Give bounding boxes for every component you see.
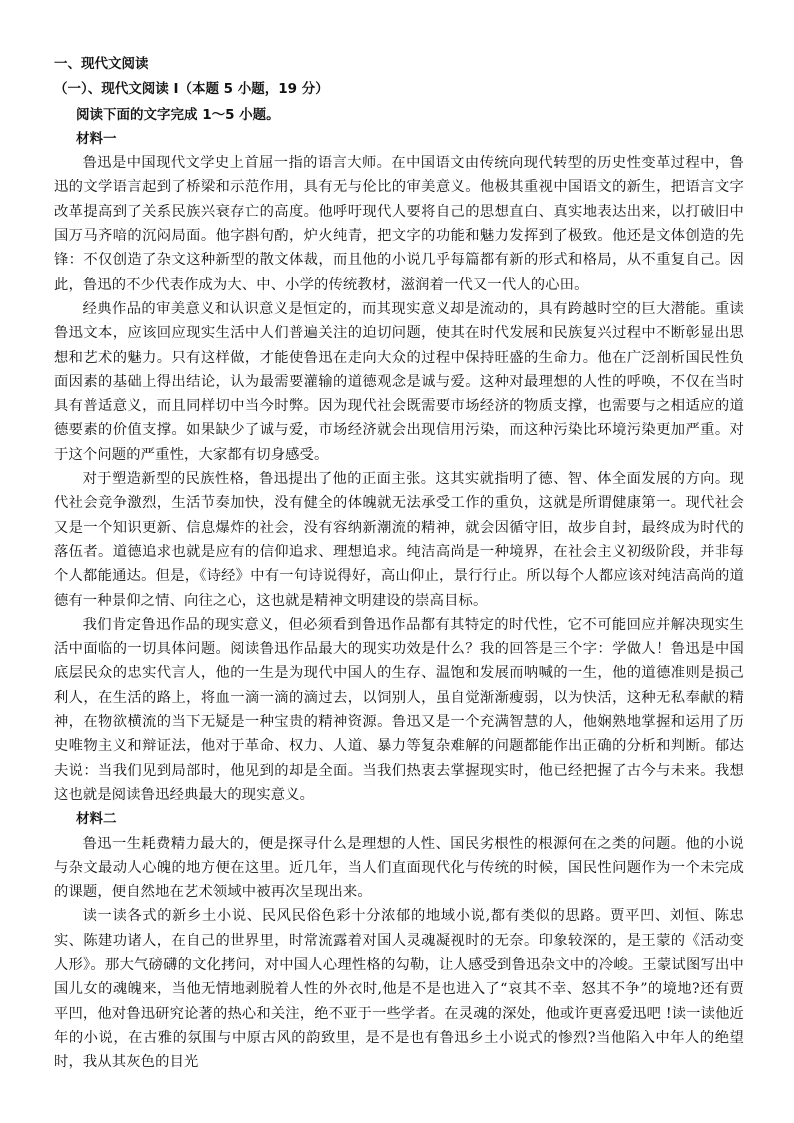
material-2-paragraph-2: 读一读各式的新乡土小说、民风民俗色彩十分浓郁的地域小说,都有类似的思路。贾平凹、刘恒、陈忠实、陈建功诸人，在自己的世界里，时常流露着对国人灵魂凝视时的无奈。印象较深的，是王蒙的《活动变人形》。那大气磅礴的文化拷问，对中国人心理性格的勾勒，让人感受到鲁迅杂文中的冷峻。王蒙试图写出中国儿女的魂魄来，当他无情地剥脱着人性的外衣时,他是不是也进入了“哀其不幸、怒其不争”的境地?还有贾平凹，他对鲁迅研究论著的热心和关注，绝不亚于一些学者。在灵魂的深处，他或许更喜爱迅吧 !读一读他近年的小说，在古雅的氛围与中原古风的韵致里，是不是也有鲁迅乡土小说式的惨烈?当他陷入中年人的绝望时，我从其灰色的目光: [54, 908, 744, 1071]
material-2-paragraph-1: 鲁迅一生耗费精力最大的，便是探寻什么是理想的人性、国民劣根性的根源何在之类的问题。他的小说与杂文最动人心魄的地方便在这里。近几年，当人们直面现代化与传统的时候，国民性问题作为一个未完成的课题，便自然地在艺术领域中被再次呈现出来。: [54, 835, 744, 901]
material-1-label: 材料一: [76, 130, 117, 147]
material-2-label: 材料二: [76, 811, 117, 828]
section-title: 一、现代文阅读: [54, 56, 149, 72]
material-1-paragraph-3: 对于塑造新型的民族性格，鲁迅提出了他的正面主张。这其实就指明了德、智、体全面发展的方向。现代社会竞争激烈，生活节奏加快，没有健全的体魄就无法承受工作的重负，这就是所谓健康第一。现代社会又是一个知识更新、信息爆炸的社会，没有容纳新潮流的精神，就会因循守旧，故步自封，最终成为时代的落伍者。道德追求也就是应有的信仰追求、理想追求。纯洁高尚是一种境界，在社会主义初级阶段，并非每个人都能通达。但是，《诗经》中有一句诗说得好，高山仰止，景行行止。所以每个人都应该对纯洁高尚的道德有一种景仰之情、向往之心，这也就是精神文明建设的崇高目标。: [54, 471, 744, 609]
material-1-paragraph-1: 鲁迅是中国现代文学史上首屈一指的语言大师。在中国语文由传统向现代转型的历史性变革过程中，鲁迅的文学语言起到了桥梁和示范作用，具有无与伦比的审美意义。他极其重视中国语文的新生，把语言文字改革提高到了关系民族兴衰存亡的高度。他呼吁现代人要将自己的思想直白、真实地表达出来，以打破旧中国万马齐喑的沉闷局面。他字斟句酌，炉火纯青，把文字的功能和魅力发挥到了极致。他还是文体创造的先锋：不仅创造了杂文这种新型的散文体裁，而且他的小说几乎每篇都有新的形式和格局，从不重复自己。因此，鲁迅的不少代表作成为大、中、小学的传统教材，滋润着一代又一代人的心田。: [54, 155, 744, 293]
material-1-paragraph-2: 经典作品的审美意义和认识意义是恒定的，而其现实意义却是流动的，具有跨越时空的巨大潜能。重读鲁迅文本，应该回应现实生活中人们普遍关注的迫切问题，使其在时代发展和民族复兴过程中不断彰显出思想和艺术的魅力。只有这样做，才能使鲁迅在走向大众的过程中保持旺盛的生命力。他在广泛剖析国民性负面因素的基础上得出结论，认为最需要灌输的道德观念是诚与爱。这种对最理想的人性的呼唤，不仅在当时具有普适意义，而且同样切中当今时弊。因为现代社会既需要市场经济的物质支撑，也需要与之相适应的道德要素的价值支撑。如果缺少了诚与爱，市场经济就会出现信用污染，而这种污染比环境污染更加严重。对于这个问题的严重性，大家都有切身感受。: [54, 300, 744, 463]
material-1-paragraph-4: 我们肯定鲁迅作品的现实意义，但必须看到鲁迅作品都有其特定的时代性，它不可能回应并解决现实生活中面临的一切具体问题。阅读鲁迅作品最大的现实功效是什么？我的回答是三个字：学做人！鲁迅是中国底层民众的忠实代言人，他的一生是为现代中国人的生存、温饱和发展而呐喊的一生，他的道德准则是损己利人，在生活的路上，将血一滴一滴的滴过去，以饲别人，虽自觉渐渐瘦弱，以为快活，这种无私奉献的精神，在物欲横流的当下无疑是一种宝贵的精神资源。鲁迅又是一个充满智慧的人，他娴熟地掌握和运用了历史唯物主义和辩证法，他对于革命、权力、人道、暴力等复杂难解的问题都能作出正确的分析和判断。郁达夫说：当我们见到局部时，他见到的却是全面。当我们热衷去掌握现实时，他已经把握了古今与未来。我想这也就是阅读鲁迅经典最大的现实意义。: [54, 616, 744, 803]
exam-page: [54, 52, 744, 1074]
reading-instruction: 阅读下面的文字完成 1～5 小题。: [76, 106, 280, 123]
subsection-title: （一）、现代文阅读 I（本题 5 小题，19 分）: [54, 81, 329, 98]
